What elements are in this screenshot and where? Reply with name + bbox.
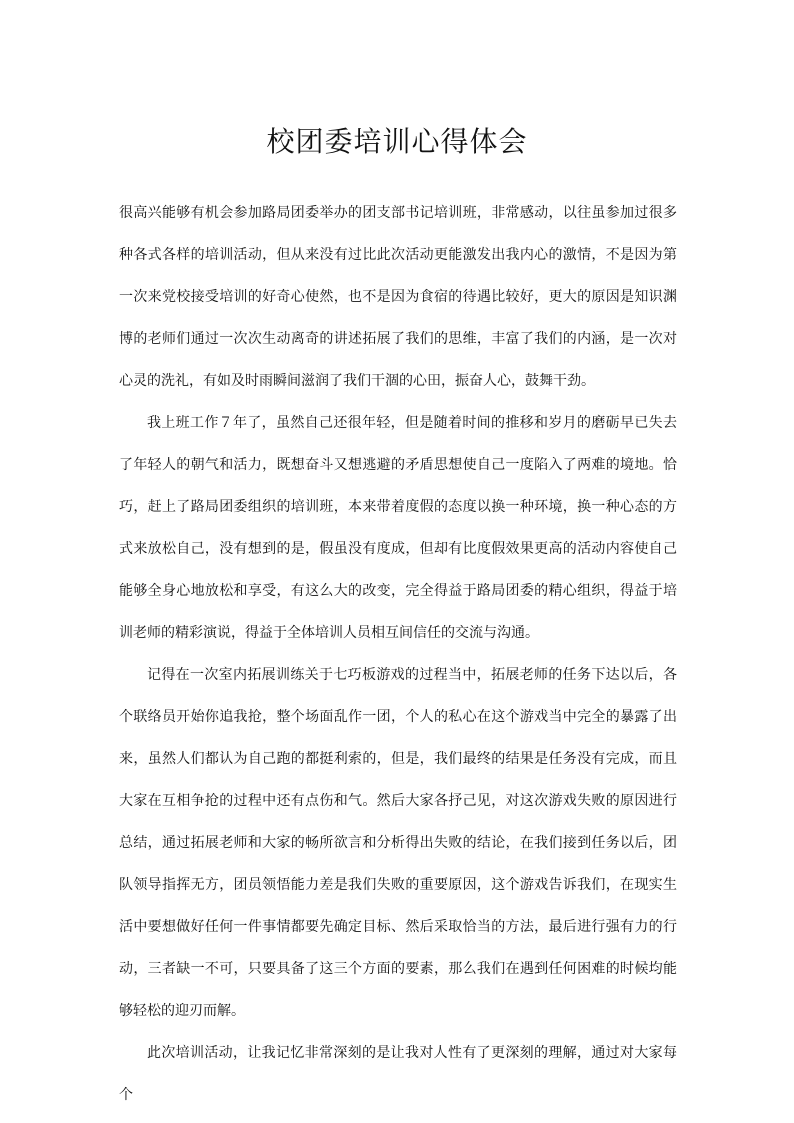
paragraph-3: 记得在一次室内拓展训练关于七巧板游戏的过程当中，拓展老师的任务下达以后，各个联络员开始你追我抢，整个场面乱作一团，个人的私心在这个游戏当中完全的暴露了出来，虽然人们都认为自己跑的都挺利索的，但是，我们最终的结果是任务没有完成，而且大家在互相争抢的过程中还有点伤和气。然后大家各抒己见，对这次游戏失败的原因进行总结，通过拓展老师和大家的畅所欲言和分析得出失败的结论，在我们接到任务以后，团队领导指挥无方，团员领悟能力差是我们失败的重要原因，这个游戏告诉我们，在现实生活中要想做好任何一件事情都要先确定目标、然后采取恰当的方法，最后进行强有力的行动，三者缺一不可，只要具备了这三个方面的要素，那么我们在遇到任何困难的时候均能够轻松的迎刃而解。 xyxy=(119,667,677,1019)
paragraph-4: 此次培训活动，让我记忆非常深刻的是让我对人性有了更深刻的理解，通过对大家每个 xyxy=(119,1045,677,1103)
document-title: 校团委培训心得体会 xyxy=(266,125,528,158)
paragraph-2: 我上班工作７年了，虽然自己还很年轻，但是随着时间的推移和岁月的磨砺早已失去了年轻人的朝气和活力，既想奋斗又想逃避的矛盾思想使自己一度陷入了两难的境地。恰巧，赶上了路局团委组织的培训班，本来带着度假的态度以换一种环境，换一种心态的方式来放松自己，没有想到的是，假虽没有度成，但却有比度假效果更高的活动内容使自己能够全身心地放松和享受，有这么大的改变，完全得益于路局团委的精心组织，得益于培训老师的精彩演说，得益于全体培训人员相互间信任的交流与沟通。 xyxy=(119,415,677,641)
paragraph-1: 很高兴能够有机会参加路局团委举办的团支部书记培训班，非常感动，以往虽参加过很多种各式各样的培训活动，但从来没有过比此次活动更能激发出我内心的激情，不是因为第一次来党校接受培训的好奇心使然，也不是因为食宿的待遇比较好，更大的原因是知识渊博的老师们通过一次次生动离奇的讲述拓展了我们的思维，丰富了我们的内涵，是一次对心灵的洗礼，有如及时雨瞬间滋润了我们干涸的心田，振奋人心，鼓舞干劲。 xyxy=(119,205,677,389)
document-body xyxy=(119,192,677,1116)
